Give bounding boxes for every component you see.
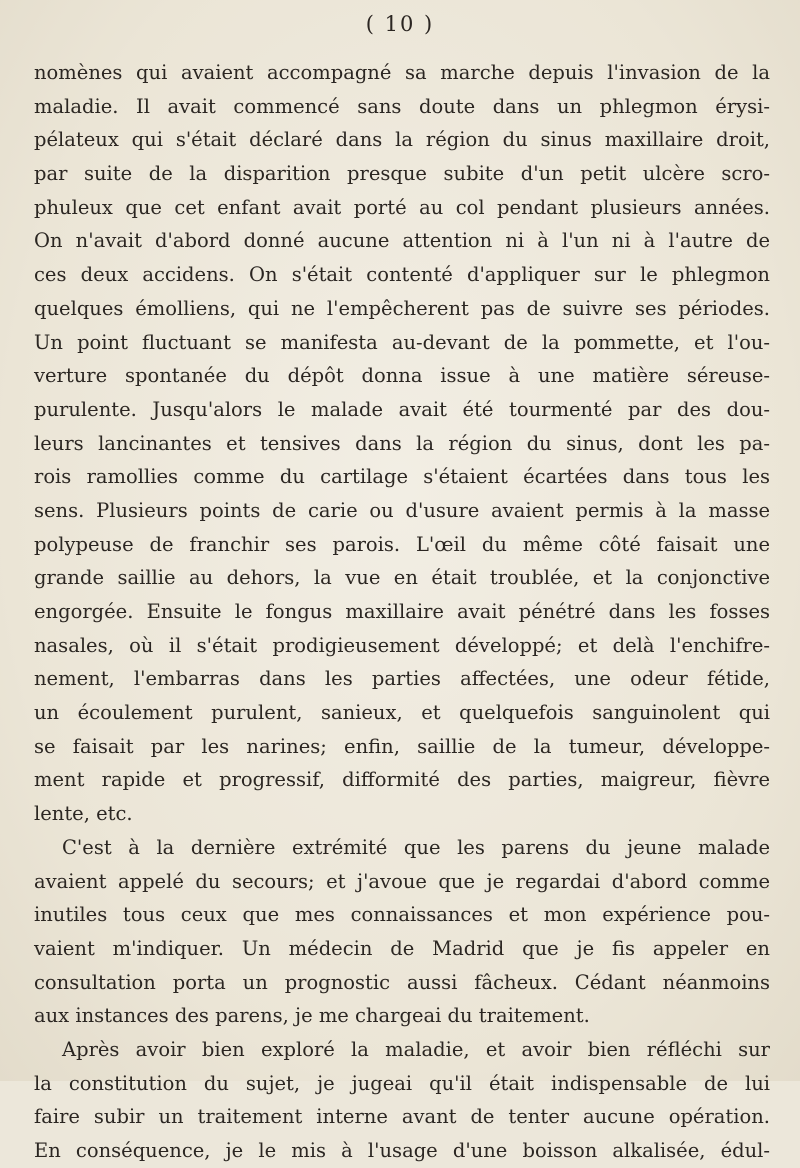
text-line: grande saillie au dehors, la vue en était troublée, et la conjonctive: [34, 566, 770, 590]
text-line: un écoulement purulent, sanieux, et quelquefois sanguinolent qui: [34, 701, 770, 725]
text-line: maladie. Il avait commencé sans doute dans un phlegmon érysi-: [34, 94, 770, 118]
text-line: phuleux que cet enfant avait porté au col pendant plusieurs années.: [34, 195, 770, 219]
text-line: C'est à la dernière extrémité que les parens du jeune malade: [62, 835, 770, 859]
text-line: verture spontanée du dépôt donna issue à une matière séreuse-: [34, 364, 770, 388]
text-line: par suite de la disparition presque subite d'un petit ulcère scro-: [34, 162, 770, 186]
text-line: pélateux qui s'était déclaré dans la région du sinus maxillaire droit,: [34, 128, 770, 152]
text-line: vaient m'indiquer. Un médecin de Madrid que je fis appeler en: [34, 936, 770, 960]
text-line: ces deux accidens. On s'était contenté d'appliquer sur le phlegmon: [34, 263, 770, 287]
paragraph: [34, 56, 770, 831]
text-line: la constitution du sujet, je jugeai qu'il était indispensable de lui: [34, 1071, 770, 1095]
paragraph: [34, 1033, 770, 1168]
page-text: [34, 56, 770, 1168]
text-line: nasales, où il s'était prodigieusement développé; et delà l'enchifre-: [34, 633, 770, 657]
text-line: avaient appelé du secours; et j'avoue que je regardai d'abord comme: [34, 869, 770, 893]
text-line: nomènes qui avaient accompagné sa marche depuis l'invasion de la: [34, 61, 770, 84]
text-line: engorgée. Ensuite le fongus maxillaire avait pénétré dans les fosses: [34, 600, 770, 623]
text-line: leurs lancinantes et tensives dans la région du sinus, dont les pa-: [34, 431, 770, 455]
text-line: lente, etc.: [34, 802, 133, 826]
text-line: On n'avait d'abord donné aucune attention ni à l'un ni à l'autre de: [34, 229, 770, 253]
text-line: Après avoir bien exploré la maladie, et avoir bien réfléchi sur: [62, 1037, 770, 1061]
text-line: nement, l'embarras dans les parties affectées, une odeur fétide,: [34, 667, 770, 691]
text-line: faire subir un traitement interne avant de tenter aucune opération.: [34, 1105, 770, 1129]
text-line: consultation porta un prognostic aussi fâcheux. Cédant néanmoins: [34, 970, 770, 994]
text-line: inutiles tous ceux que mes connaissances et mon expérience pou-: [34, 903, 770, 927]
paragraph: [34, 831, 770, 1033]
text-line: purulente. Jusqu'alors le malade avait été tourmenté par des dou-: [34, 397, 770, 421]
text-line: sens. Plusieurs points de carie ou d'usure avaient permis à la masse: [34, 498, 770, 522]
text-line: Un point fluctuant se manifesta au-devant de la pommette, et l'ou-: [34, 330, 770, 354]
text-line: ment rapide et progressif, difformité des parties, maigreur, fièvre: [34, 768, 770, 792]
text-line: se faisait par les narines; enfin, saillie de la tumeur, développe-: [34, 734, 770, 758]
page-number: ( 10 ): [365, 12, 435, 36]
text-line: polypeuse de franchir ses parois. L'œil du même côté faisait une: [34, 532, 770, 556]
text-line: rois ramollies comme du cartilage s'étaient écartées dans tous les: [34, 465, 770, 489]
text-line: aux instances des parens, je me chargeai du traitement.: [34, 1004, 590, 1028]
text-line: quelques émolliens, qui ne l'empêcherent pas de suivre ses périodes.: [34, 296, 770, 320]
text-line: En conséquence, je le mis à l'usage d'une boisson alkalisée, édul-: [34, 1139, 770, 1162]
